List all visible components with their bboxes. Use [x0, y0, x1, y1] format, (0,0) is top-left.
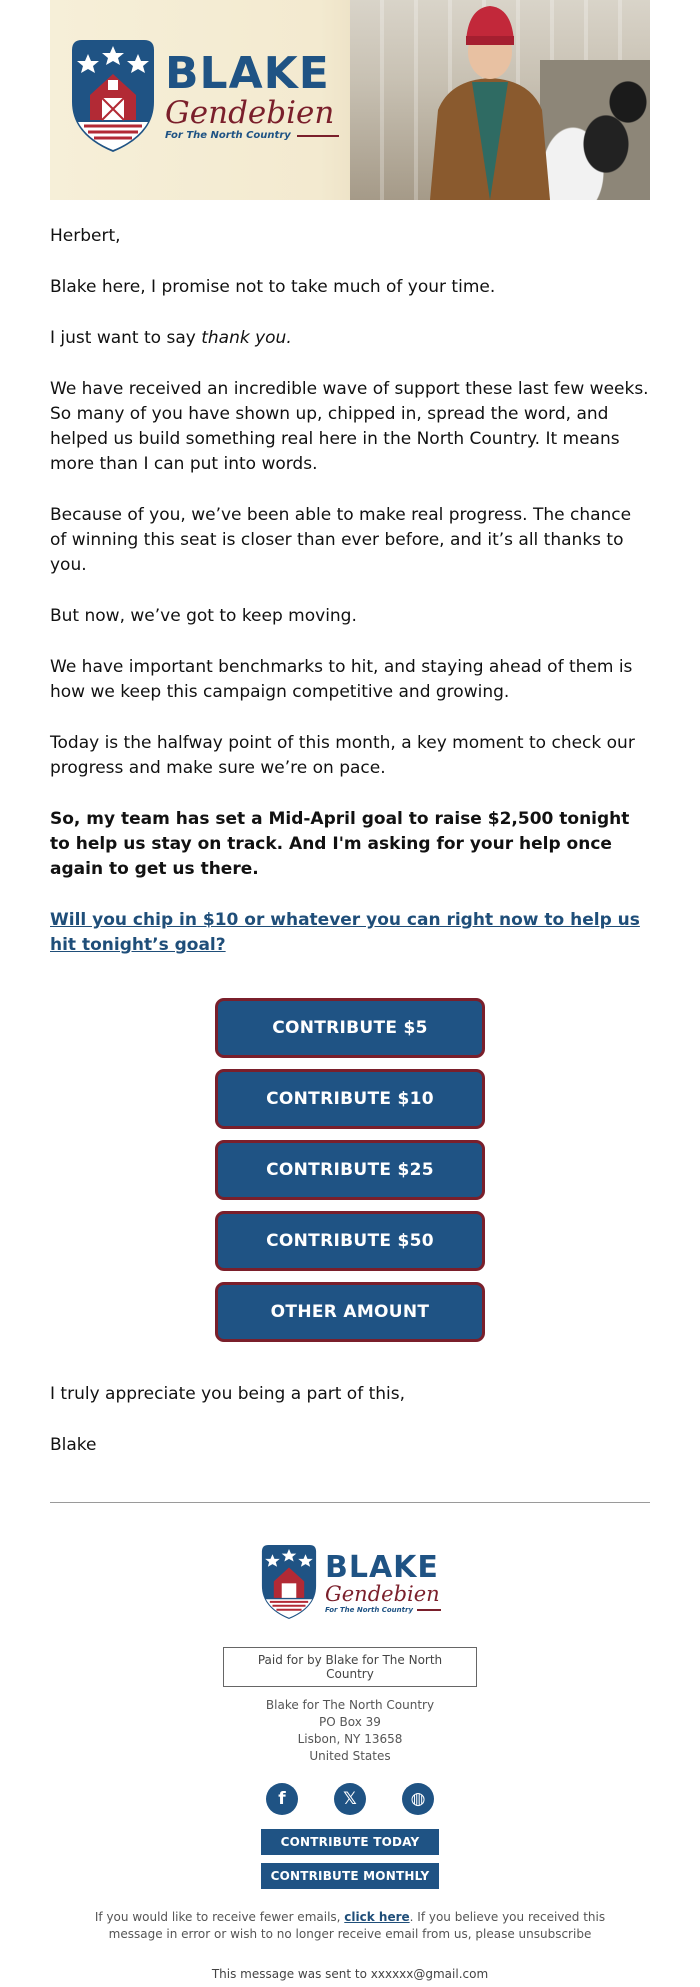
contribute-5-button[interactable]: CONTRIBUTE $5	[215, 998, 485, 1058]
chip-in-link[interactable]: Will you chip in $10 or whatever you can right now to help us hit tonight’s goal?	[50, 910, 640, 955]
contribution-buttons	[50, 998, 650, 1342]
contribute-today-button[interactable]: CONTRIBUTE TODAY	[261, 1829, 439, 1855]
address-line: Lisbon, NY 13658	[297, 1732, 403, 1746]
unsubscribe-prefix: If you would like to receive fewer emails,	[94, 1910, 345, 1924]
paragraph-goal: So, my team has set a Mid-April goal to raise $2,500 tonight to help us stay on track. And I'm asking for your help once again to get us there.	[50, 809, 630, 879]
globe-icon[interactable]: ◍	[402, 1783, 434, 1815]
paragraph-thank-you	[50, 326, 650, 351]
paragraph-benchmarks: We have important benchmarks to hit, and staying ahead of them is how we keep this campaign competitive and growing.	[50, 657, 633, 702]
paragraph-keep-moving: But now, we’ve got to keep moving.	[50, 606, 357, 626]
thank-you-prefix: I just want to say	[50, 328, 202, 348]
header-banner	[50, 0, 650, 200]
paragraph-intro: Blake here, I promise not to take much of your time.	[50, 277, 496, 297]
contribute-monthly-button[interactable]: CONTRIBUTE MONTHLY	[261, 1863, 439, 1889]
thank-you-emphasis: thank you.	[201, 328, 292, 348]
footer-logo-name-bottom: Gendebien	[324, 1582, 440, 1606]
footer-divider	[50, 1502, 650, 1503]
contribute-50-button[interactable]: CONTRIBUTE $50	[215, 1211, 485, 1271]
unsubscribe-suffix: . If you believe you received this message in error or wish to no longer receive email from us, please unsubscribe	[108, 1910, 606, 1941]
x-icon[interactable]: 𝕏	[334, 1783, 366, 1815]
paragraph-support: We have received an incredible wave of support these last few weeks. So many of you have shown up, chipped in, spread the word, and helped us build something real here in the North Country. It means more than I can put into words.	[50, 379, 649, 474]
paragraph-progress: Because of you, we’ve been able to make real progress. The chance of winning this seat is closer than ever before, and it’s all thanks to you.	[50, 505, 632, 575]
paid-for-disclaimer: Paid for by Blake for The North Country	[223, 1647, 477, 1687]
signature: Blake	[50, 1435, 97, 1455]
unsubscribe-notice	[80, 1909, 620, 1943]
footer-logo-name-top: BLAKE	[324, 1550, 439, 1585]
address-line: Blake for The North Country	[265, 1698, 435, 1712]
closing-line: I truly appreciate you being a part of this,	[50, 1384, 406, 1404]
mailing-address	[50, 1697, 650, 1765]
address-line: PO Box 39	[319, 1715, 381, 1729]
email-body	[50, 224, 650, 1458]
contribute-10-button[interactable]: CONTRIBUTE $10	[215, 1069, 485, 1129]
click-here-link[interactable]: click here	[344, 1910, 410, 1924]
candidate-figure	[420, 0, 560, 200]
footer-logo-underline	[417, 1609, 441, 1611]
logo-wordmark	[165, 48, 339, 141]
other-amount-button[interactable]: OTHER AMOUNT	[215, 1282, 485, 1342]
email-footer	[50, 1545, 650, 1981]
sent-to-notice: This message was sent to xxxxxx@gmail.com	[211, 1967, 489, 1981]
contribute-25-button[interactable]: CONTRIBUTE $25	[215, 1140, 485, 1200]
footer-wordmark	[325, 1545, 441, 1621]
address-line: United States	[309, 1749, 391, 1763]
logo-name-top: BLAKE	[165, 48, 330, 99]
facebook-icon[interactable]: f	[266, 1783, 298, 1815]
paragraph-halfway: Today is the halfway point of this month, a key moment to check our progress and make sure we’re on pace.	[50, 733, 635, 778]
greeting: Herbert,	[50, 226, 121, 246]
social-links	[50, 1783, 650, 1815]
logo-name-bottom: Gendebien	[165, 95, 335, 131]
email-container	[50, 0, 650, 1981]
footer-logo	[50, 1545, 650, 1621]
logo-underline	[297, 135, 339, 137]
logo-tagline: For The North Country	[165, 130, 291, 141]
footer-logo-tagline: For The North Country	[324, 1606, 414, 1614]
